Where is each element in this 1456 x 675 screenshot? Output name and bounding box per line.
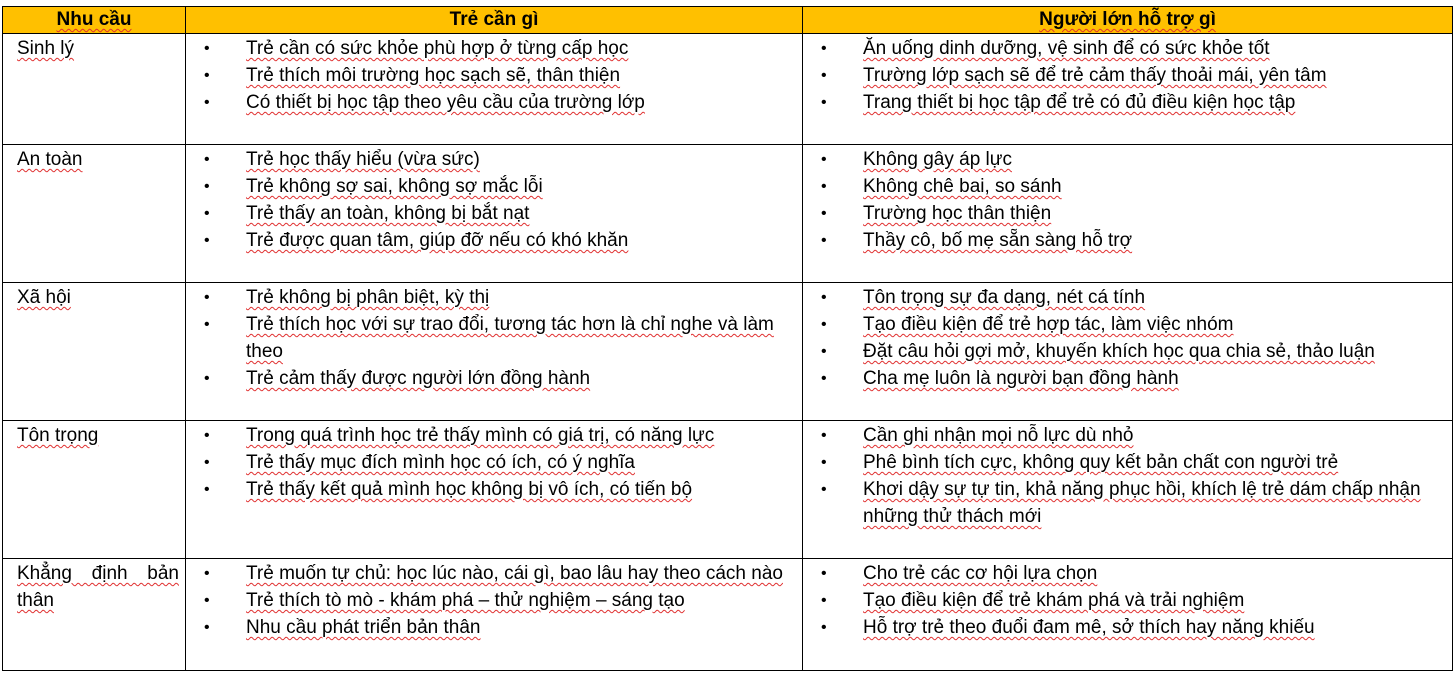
bullet-icon: • [204,481,210,498]
need-label: Khẳng định bản thân [17,563,179,611]
bullet-icon: • [204,592,210,609]
bullet-icon: • [821,454,827,471]
bullet-icon: • [821,289,827,306]
list-item [803,227,1446,254]
needs-table [2,6,1453,671]
list-item-text: Trẻ thích môi trường học sạch sẽ, thân thiện [246,65,621,86]
child-cell [186,145,803,283]
bullet-icon: • [204,370,210,387]
table-row [3,283,1453,421]
list-item-text: Cha mẹ luôn là người bạn đồng hành [863,368,1179,389]
bullet-icon: • [821,370,827,387]
list-item-text: Trẻ cần có sức khỏe phù hợp ở từng cấp học [246,38,629,59]
list-item-text: Trẻ học thấy hiểu (vừa sức) [246,149,480,170]
adult-list [803,145,1452,254]
adult-cell [803,34,1453,145]
list-item-text: Trẻ thấy mục đích mình học có ích, có ý nghĩa [246,452,635,473]
list-item [186,560,796,587]
list-item [186,476,796,503]
adult-cell [803,145,1453,283]
need-label: An toàn [17,149,83,170]
list-item-text: Tạo điều kiện để trẻ hợp tác, làm việc nhóm [863,314,1234,335]
list-item-text: Trang thiết bị học tập để trẻ có đủ điều kiện học tập [863,92,1296,113]
list-item [186,311,796,365]
list-item [186,422,796,449]
bullet-icon: • [821,619,827,636]
need-label: Tôn trọng [17,425,99,446]
child-cell [186,421,803,559]
list-item [803,365,1446,392]
list-item [186,200,796,227]
table-row [3,145,1453,283]
bullet-icon: • [204,619,210,636]
list-item [803,89,1446,116]
child-list [186,421,802,503]
bullet-icon: • [204,178,210,195]
list-item [186,284,796,311]
list-item [803,35,1446,62]
bullet-icon: • [821,427,827,444]
list-item-text: Thầy cô, bố mẹ sẵn sàng hỗ trợ [863,230,1133,251]
list-item [803,476,1446,530]
list-item [803,449,1446,476]
list-item [186,62,796,89]
list-item [186,227,796,254]
list-item [186,587,796,614]
list-item-text: Khơi dậy sự tự tin, khả năng phục hồi, khích lệ trẻ dám chấp nhận những thử thách mới [863,479,1421,527]
list-item-text: Trẻ thấy kết quả mình học không bị vô ích, có tiến bộ [246,479,693,500]
adult-cell [803,421,1453,559]
bullet-icon: • [821,40,827,57]
need-cell [3,283,186,421]
bullet-icon: • [821,178,827,195]
list-item-text: Trẻ được quan tâm, giúp đỡ nếu có khó khăn [246,230,629,251]
need-cell [3,421,186,559]
adult-list [803,559,1452,641]
list-item-text: Phê bình tích cực, không quy kết bản chất con người trẻ [863,452,1339,473]
header-child: Trẻ cần gì [186,7,803,34]
child-cell [186,283,803,421]
list-item [186,89,796,116]
bullet-icon: • [821,151,827,168]
child-list [186,559,802,641]
list-item-text: Ăn uống dinh dưỡng, vệ sinh để có sức khỏe tốt [863,38,1270,59]
list-item-text: Đặt câu hỏi gợi mở, khuyến khích học qua chia sẻ, thảo luận [863,341,1375,362]
child-cell [186,559,803,671]
child-list [186,145,802,254]
list-item-text: Trường lớp sạch sẽ để trẻ cảm thấy thoải mái, yên tâm [863,65,1327,86]
list-item [803,62,1446,89]
list-item-text: Trẻ thấy an toàn, không bị bắt nạt [246,203,530,224]
table-row [3,559,1453,671]
list-item [186,449,796,476]
need-cell [3,145,186,283]
bullet-icon: • [204,427,210,444]
header-adult: Người lớn hỗ trợ gì [803,7,1453,34]
list-item-text: Tạo điều kiện để trẻ khám phá và trải nghiệm [863,590,1245,611]
list-item [803,587,1446,614]
adult-cell [803,559,1453,671]
need-cell [3,34,186,145]
list-item [803,338,1446,365]
bullet-icon: • [821,316,827,333]
list-item-text: Không gây áp lực [863,149,1012,170]
list-item-text: Trẻ muốn tự chủ: học lúc nào, cái gì, bao lâu hay theo cách nào [246,563,783,584]
table-row [3,421,1453,559]
list-item-text: Cho trẻ các cơ hội lựa chọn [863,563,1098,584]
adult-cell [803,283,1453,421]
list-item [186,365,796,392]
bullet-icon: • [821,232,827,249]
list-item [803,560,1446,587]
need-label: Xã hội [17,287,71,308]
list-item-text: Tôn trọng sự đa dạng, nét cá tính [863,287,1146,308]
bullet-icon: • [204,151,210,168]
list-item-text: Trẻ thích học với sự trao đổi, tương tác hơn là chỉ nghe và làm theo [246,314,774,362]
list-item-text: Trong quá trình học trẻ thấy mình có giá trị, có năng lực [246,425,715,446]
list-item-text: Trẻ cảm thấy được người lớn đồng hành [246,368,591,389]
bullet-icon: • [204,232,210,249]
bullet-icon: • [204,67,210,84]
header-need: Nhu cầu [3,7,186,34]
list-item-text: Trẻ thích tò mò - khám phá – thử nghiệm – sáng tạo [246,590,685,611]
adult-list [803,34,1452,116]
list-item [803,200,1446,227]
list-item [803,422,1446,449]
need-cell [3,559,186,671]
list-item [186,35,796,62]
list-item [803,173,1446,200]
need-label: Sinh lý [17,38,75,59]
list-item [186,146,796,173]
child-list [186,34,802,116]
adult-list [803,421,1452,530]
child-list [186,283,802,392]
list-item-text: Có thiết bị học tập theo yêu cầu của trường lớp [246,92,645,113]
list-item-text: Trẻ không bị phân biệt, kỳ thị [246,287,490,308]
header-row [3,7,1453,34]
bullet-icon: • [821,205,827,222]
list-item-text: Nhu cầu phát triển bản thân [246,617,481,638]
list-item [803,146,1446,173]
bullet-icon: • [821,592,827,609]
child-cell [186,34,803,145]
list-item-text: Hỗ trợ trẻ theo đuổi đam mê, sở thích hay năng khiếu [863,617,1315,638]
bullet-icon: • [204,316,210,333]
list-item-text: Trường học thân thiện [863,203,1052,224]
list-item-text: Cần ghi nhận mọi nỗ lực dù nhỏ [863,425,1134,446]
bullet-icon: • [821,94,827,111]
bullet-icon: • [204,94,210,111]
bullet-icon: • [204,40,210,57]
bullet-icon: • [204,565,210,582]
bullet-icon: • [821,565,827,582]
list-item-text: Không chê bai, so sánh [863,176,1062,197]
list-item [186,614,796,641]
adult-list [803,283,1452,392]
list-item-text: Trẻ không sợ sai, không sợ mắc lỗi [246,176,543,197]
list-item [803,614,1446,641]
table-row [3,34,1453,145]
bullet-icon: • [204,454,210,471]
bullet-icon: • [204,289,210,306]
bullet-icon: • [821,343,827,360]
list-item [186,173,796,200]
bullet-icon: • [821,481,827,498]
bullet-icon: • [204,205,210,222]
bullet-icon: • [821,67,827,84]
list-item [803,284,1446,311]
list-item [803,311,1446,338]
